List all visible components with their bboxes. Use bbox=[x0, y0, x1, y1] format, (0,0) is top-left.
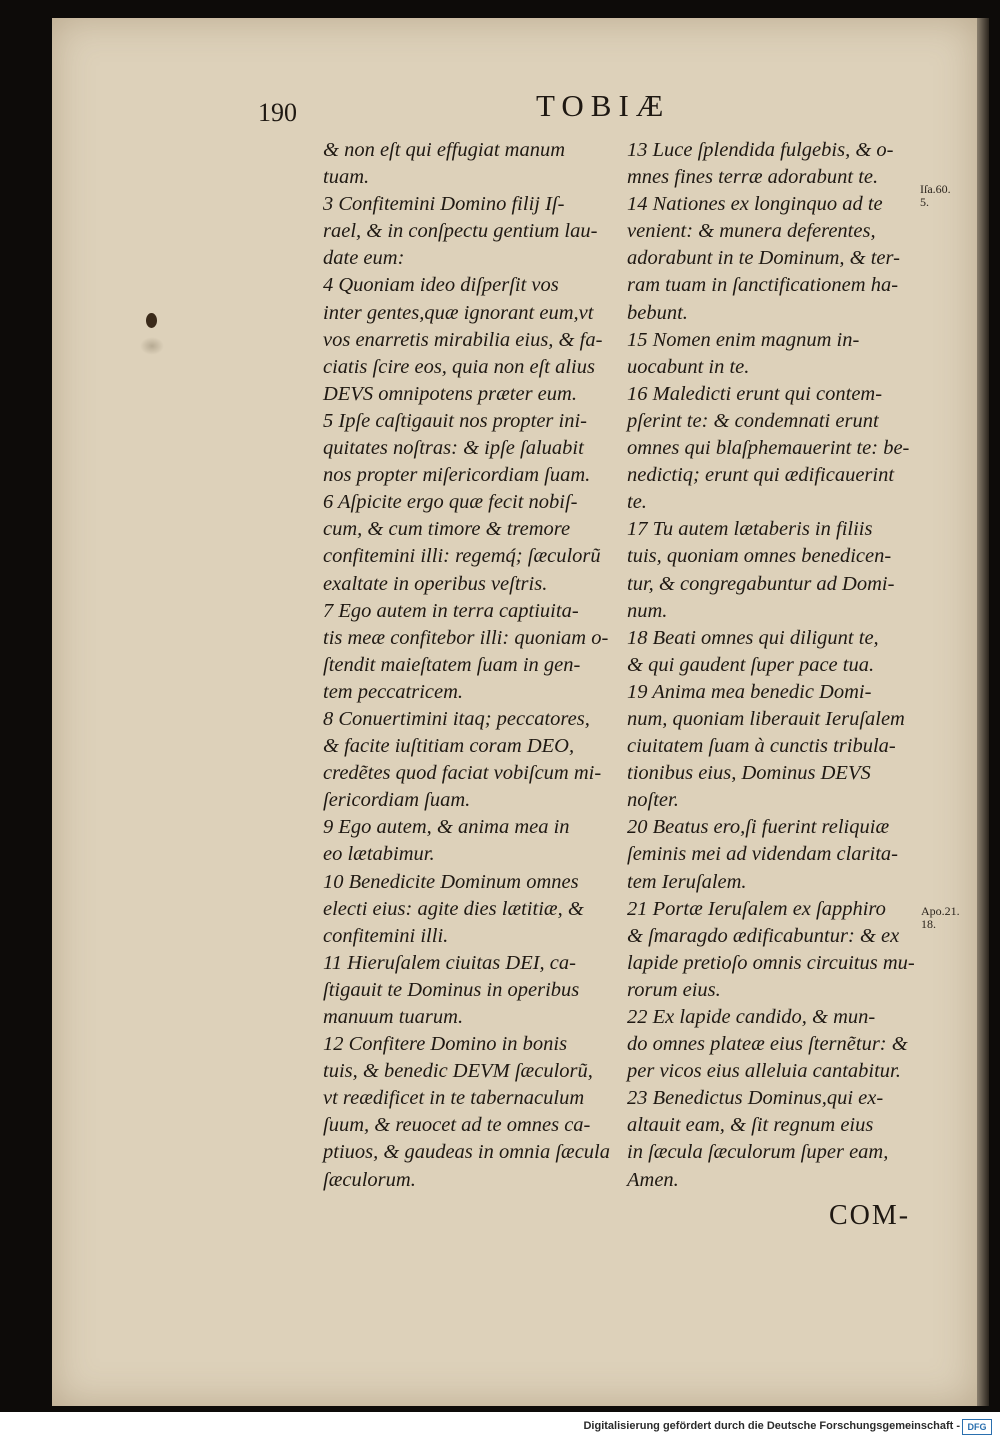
text-line: & facite iuſtitiam coram DEO, bbox=[323, 735, 575, 758]
text-line: 14 Nationes ex longinquo ad te bbox=[627, 193, 883, 216]
text-line: ram tuam in ſanctificationem ha- bbox=[627, 274, 899, 297]
text-line: tem Ieruſalem. bbox=[627, 870, 747, 893]
text-line: lapide pretioſo omnis circuitus mu- bbox=[627, 951, 915, 974]
text-line: cum, & cum timore & tremore bbox=[323, 518, 571, 541]
text-line: 13 Luce ſplendida fulgebis, & o- bbox=[627, 139, 894, 161]
text-line: ſæculorum. bbox=[323, 1168, 416, 1191]
text-line: ſeminis mei ad videndam clarita- bbox=[627, 843, 899, 866]
text-line: manuum tuarum. bbox=[323, 1006, 464, 1028]
text-line: tis meæ confitebor illi: quoniam o- bbox=[323, 626, 609, 649]
text-line: 17 Tu autem lætaberis in filiis bbox=[627, 518, 873, 541]
text-line: mnes fines terræ adorabunt te. bbox=[627, 166, 879, 189]
text-line: adorabunt in te Dominum, & ter- bbox=[627, 247, 900, 270]
text-line: credẽtes quod faciat vobiſcum mi- bbox=[323, 762, 602, 785]
marginal-note-isaiah: Iſa.60. 5. bbox=[920, 182, 951, 209]
text-line: quitates noſtras: & ipſe ſaluabit bbox=[323, 437, 584, 460]
text-line: in ſæcula ſæculorum ſuper eam, bbox=[627, 1141, 889, 1164]
funding-text: Digitalisierung gefördert durch die Deutsche Forschungsgemeinschaft - bbox=[583, 1420, 960, 1432]
text-line: 12 Confitere Domino in bonis bbox=[323, 1033, 568, 1056]
text-line: electi eius: agite dies lætitiæ, & bbox=[323, 897, 584, 920]
text-line: bebunt. bbox=[627, 301, 688, 324]
text-line: ptiuos, & gaudeas in omnia ſæcula bbox=[323, 1141, 610, 1164]
text-line: & ſmaragdo ædificabuntur: & ex bbox=[627, 924, 900, 947]
text-line: 15 Nomen enim magnum in- bbox=[627, 328, 860, 351]
text-line: nedictiq; erunt qui ædificauerint bbox=[627, 464, 895, 487]
text-line: eo lætabimur. bbox=[323, 843, 435, 866]
text-line: te. bbox=[627, 491, 647, 514]
text-line: confitemini illi. bbox=[323, 924, 449, 947]
text-line: tuam. bbox=[323, 166, 370, 189]
ink-blot bbox=[146, 313, 157, 328]
text-line: tem peccatricem. bbox=[323, 680, 464, 703]
text-line: 16 Maledicti erunt qui contem- bbox=[627, 382, 883, 405]
text-line: num. bbox=[627, 599, 668, 622]
text-line: tionibus eius, Dominus DEVS bbox=[627, 762, 871, 785]
text-line: num, quoniam liberauit Ieruſalem bbox=[627, 707, 905, 730]
text-line: uocabunt in te. bbox=[627, 355, 750, 378]
text-line: omnes qui blaſphemauerint te: be- bbox=[627, 437, 910, 460]
text-line: tuis, quoniam omnes benedicen- bbox=[627, 545, 892, 568]
text-line: 4 Quoniam ideo diſperſit vos bbox=[323, 274, 559, 297]
text-line: 19 Anima mea benedic Domi- bbox=[627, 680, 872, 703]
page-edge bbox=[977, 18, 989, 1406]
text-line: tuis, & benedic DEVM ſæculorũ, bbox=[323, 1060, 593, 1083]
text-line: ſtendit maieſtatem ſuam in gen- bbox=[323, 653, 581, 676]
text-line: pſerint te: & condemnati erunt bbox=[627, 409, 879, 432]
text-line: nos propter miſericordiam ſuam. bbox=[323, 464, 591, 487]
text-line: vos enarretis mirabilia eius, & fa- bbox=[323, 328, 603, 351]
text-line: ciuitatem ſuam à cunctis tribula- bbox=[627, 735, 896, 758]
running-head: TOBIÆ bbox=[536, 88, 671, 123]
text-line: inter gentes,quæ ignorant eum,vt bbox=[323, 301, 594, 324]
marginal-note-apocalypse: Apo.21. 18. bbox=[921, 904, 960, 931]
text-line: 9 Ego autem, & anima mea in bbox=[323, 816, 570, 839]
text-line: 11 Hieruſalem ciuitas DEI, ca- bbox=[323, 951, 576, 974]
text-line: DEVS omnipotens præter eum. bbox=[323, 382, 577, 405]
text-line: confitemini illi: regemq́; ſæculorũ bbox=[323, 545, 601, 568]
text-line: Amen. bbox=[627, 1168, 679, 1191]
text-line: vt reædificet in te tabernaculum bbox=[323, 1087, 585, 1110]
text-line: 23 Benedictus Dominus,qui ex- bbox=[627, 1087, 884, 1110]
text-line: do omnes plateæ eius ſternẽtur: & bbox=[627, 1033, 908, 1056]
text-line: 8 Conuertimini itaq; peccatores, bbox=[323, 707, 590, 730]
paper-smudge bbox=[140, 337, 164, 355]
text-line: date eum: bbox=[323, 247, 405, 270]
text-line: venient: & munera deferentes, bbox=[627, 220, 876, 243]
text-line: 5 Ipſe caſtigauit nos propter ini- bbox=[323, 409, 588, 432]
text-line: 10 Benedicite Dominum omnes bbox=[323, 870, 579, 893]
text-line: altauit eam, & ſit regnum eius bbox=[627, 1114, 874, 1137]
left-text-column bbox=[323, 137, 610, 1194]
text-line: ciatis ſcire eos, quia non eſt alius bbox=[323, 355, 595, 378]
catchword: COM- bbox=[829, 1200, 911, 1231]
text-line: rorum eius. bbox=[627, 978, 721, 1001]
text-line: & qui gaudent ſuper pace tua. bbox=[627, 653, 875, 676]
dfg-logo-text: DFG bbox=[967, 1422, 987, 1432]
text-line: 3 Confitemini Domino filij Iſ- bbox=[323, 193, 565, 216]
funding-footer bbox=[0, 1412, 1000, 1438]
text-line: ſuum, & reuocet ad te omnes ca- bbox=[323, 1114, 591, 1137]
text-line: tur, & congregabuntur ad Domi- bbox=[627, 572, 895, 595]
text-line: ſtigauit te Dominus in operibus bbox=[323, 978, 580, 1001]
text-line: 6 Aſpicite ergo quæ fecit nobiſ- bbox=[323, 491, 578, 514]
dfg-logo bbox=[962, 1419, 992, 1435]
page-number: 190 bbox=[258, 98, 297, 127]
text-line: noſter. bbox=[627, 789, 679, 812]
text-line: 22 Ex lapide candido, & mun- bbox=[627, 1006, 876, 1028]
text-line: exaltate in operibus veſtris. bbox=[323, 572, 548, 595]
right-text-column bbox=[627, 137, 915, 1194]
text-line: 20 Beatus ero,ſi fuerint reliquiæ bbox=[627, 816, 890, 839]
text-line: 7 Ego autem in terra captiuita- bbox=[323, 599, 579, 622]
text-line: 18 Beati omnes qui diligunt te, bbox=[627, 626, 879, 649]
text-line: & non eſt qui effugiat manum bbox=[323, 139, 565, 161]
text-line: ſericordiam ſuam. bbox=[323, 789, 471, 812]
text-line: per vicos eius alleluia cantabitur. bbox=[627, 1060, 901, 1083]
text-line: rael, & in conſpectu gentium lau- bbox=[323, 220, 598, 243]
text-line: 21 Portæ Ieruſalem ex ſapphiro bbox=[627, 897, 886, 920]
